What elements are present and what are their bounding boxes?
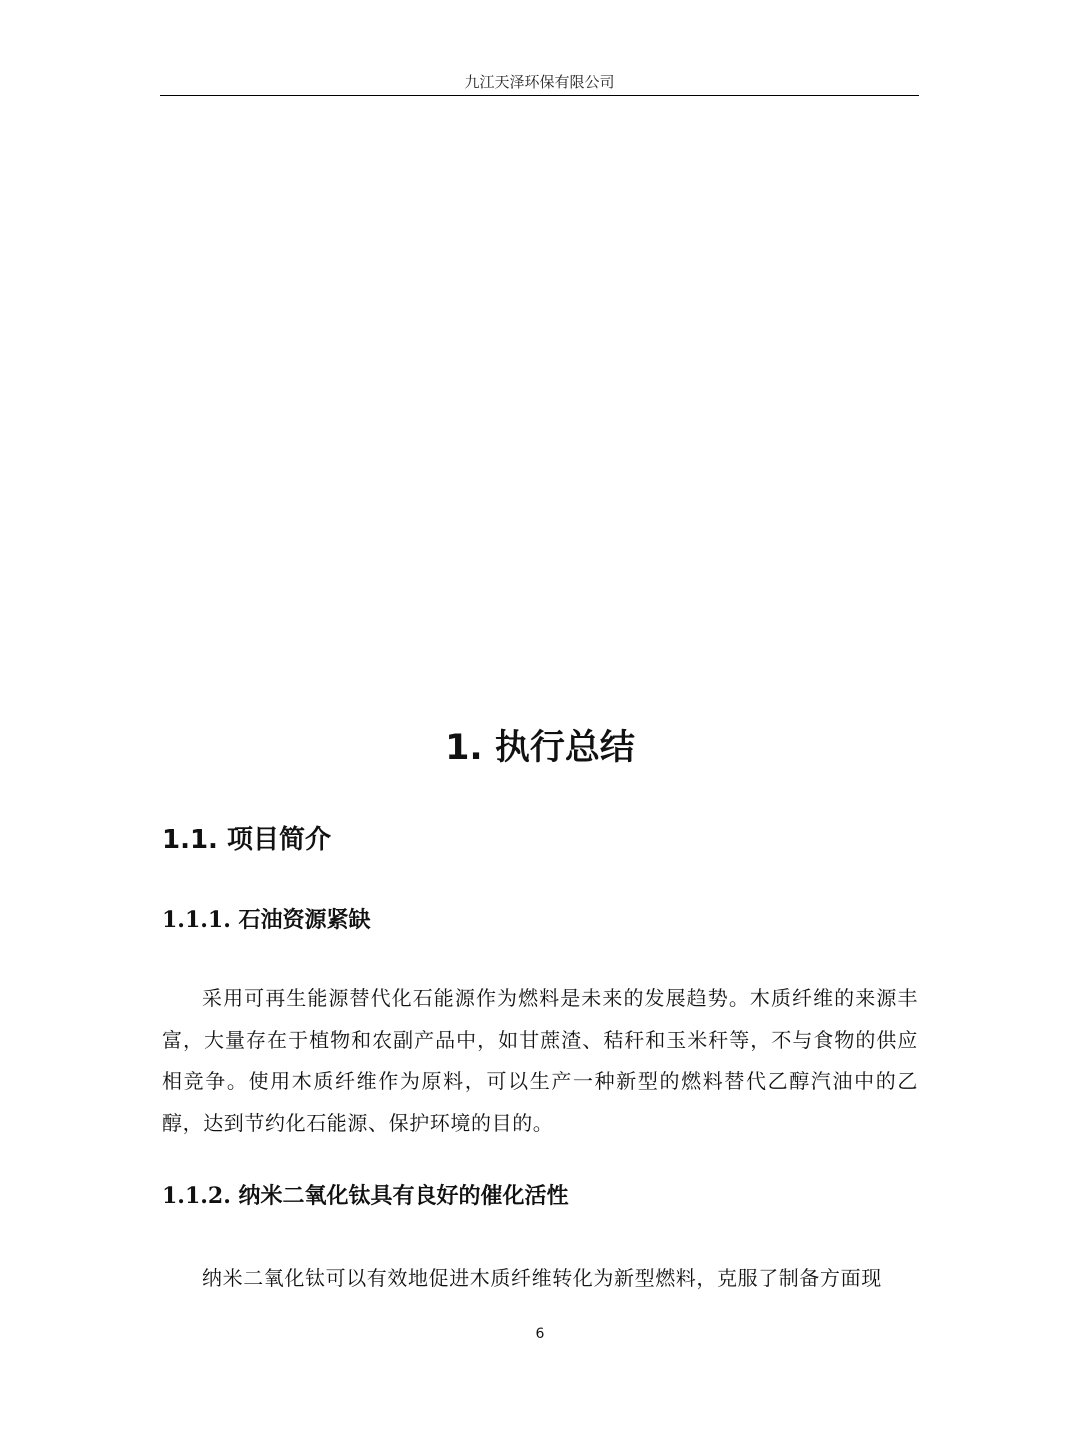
page-number: 6 <box>535 1326 545 1342</box>
paragraph-oil-shortage: 采用可再生能源替代化石能源作为燃料是未来的发展趋势。木质纤维的来源丰富，大量存在于植物和农副产品中，如甘蔗渣、秸秆和玉米秆等，不与食物的供应相竞争。使用木质纤维作为原料，可以生产一种新型的燃料替代乙醇汽油中的乙醇，达到节约化石能源、保护环境的目的。 <box>162 986 918 1135</box>
chapter-title: 1. 执行总结 <box>445 728 635 768</box>
page-header: 九江天泽环保有限公司 <box>464 73 615 91</box>
subsection-title-oil-shortage: 1.1.1. 石油资源紧缺 <box>162 907 371 933</box>
section-title: 1.1. 项目简介 <box>162 825 331 855</box>
paragraph-nano-tio2: 纳米二氧化钛可以有效地促进木质纤维转化为新型燃料，克服了制备方面现 <box>202 1266 882 1290</box>
header-divider <box>160 95 919 96</box>
subsection-title-nano-tio2: 1.1.2. 纳米二氧化钛具有良好的催化活性 <box>162 1183 569 1209</box>
